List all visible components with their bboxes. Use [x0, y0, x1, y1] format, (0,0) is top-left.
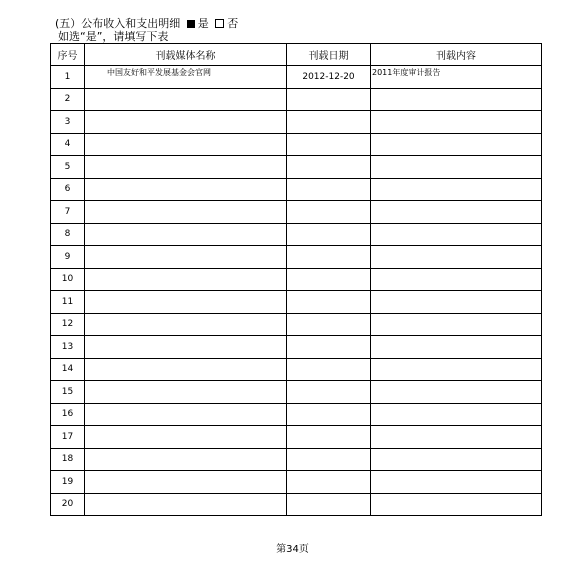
content-cell: 2011年度审计报告	[371, 66, 542, 89]
media-name-cell	[85, 403, 287, 426]
table-row	[51, 448, 542, 471]
media-name-cell	[85, 426, 287, 449]
date-cell	[287, 381, 371, 404]
content-cell	[371, 313, 542, 336]
row-number: 15	[51, 381, 85, 404]
date-cell	[287, 493, 371, 516]
table-row	[51, 358, 542, 381]
row-number: 5	[51, 156, 85, 179]
content-cell	[371, 88, 542, 111]
media-name-cell	[85, 448, 287, 471]
content-cell	[371, 426, 542, 449]
no-label: 否	[227, 17, 239, 30]
media-name-cell	[85, 223, 287, 246]
row-number: 20	[51, 493, 85, 516]
media-name-cell	[85, 336, 287, 359]
row-number: 3	[51, 111, 85, 134]
row-number: 9	[51, 246, 85, 269]
media-name-cell	[85, 246, 287, 269]
section-title: (五）公布收入和支出明细	[55, 17, 181, 30]
table-row	[51, 156, 542, 179]
date-cell	[287, 133, 371, 156]
table-row	[51, 403, 542, 426]
date-cell	[287, 358, 371, 381]
date-cell	[287, 448, 371, 471]
media-name-cell	[85, 111, 287, 134]
table-row	[51, 426, 542, 449]
date-cell	[287, 313, 371, 336]
table-row	[51, 268, 542, 291]
date-cell	[287, 156, 371, 179]
row-number: 1	[51, 66, 85, 89]
date-cell	[287, 178, 371, 201]
table-row	[51, 66, 542, 89]
table-row	[51, 111, 542, 134]
table-row	[51, 313, 542, 336]
row-number: 12	[51, 313, 85, 336]
table-row	[51, 336, 542, 359]
date-cell	[287, 291, 371, 314]
row-number: 6	[51, 178, 85, 201]
col-header-date: 刊载日期	[287, 44, 371, 66]
content-cell	[371, 291, 542, 314]
content-cell	[371, 268, 542, 291]
page-number: 第34页	[276, 544, 309, 555]
media-name-cell	[85, 178, 287, 201]
media-name-cell	[85, 133, 287, 156]
row-number: 8	[51, 223, 85, 246]
row-number: 19	[51, 471, 85, 494]
date-cell	[287, 268, 371, 291]
table-row	[51, 178, 542, 201]
col-header-content: 刊载内容	[371, 44, 542, 66]
row-number: 10	[51, 268, 85, 291]
media-name-cell	[85, 358, 287, 381]
content-cell	[371, 223, 542, 246]
content-cell	[371, 403, 542, 426]
section-header	[55, 17, 238, 43]
content-cell	[371, 336, 542, 359]
table-row	[51, 493, 542, 516]
content-cell	[371, 493, 542, 516]
content-cell	[371, 471, 542, 494]
section-title-line	[55, 17, 238, 30]
table-row	[51, 381, 542, 404]
row-number: 13	[51, 336, 85, 359]
content-cell	[371, 358, 542, 381]
date-cell	[287, 223, 371, 246]
content-cell	[371, 448, 542, 471]
date-cell: 2012-12-20	[287, 66, 371, 89]
content-cell	[371, 381, 542, 404]
row-number: 7	[51, 201, 85, 224]
row-number: 4	[51, 133, 85, 156]
col-header-media: 刊载媒体名称	[85, 44, 287, 66]
table-row	[51, 471, 542, 494]
media-name-cell	[85, 291, 287, 314]
yes-label: 是	[197, 17, 209, 30]
date-cell	[287, 403, 371, 426]
col-header-no: 序号	[51, 44, 85, 66]
row-number: 16	[51, 403, 85, 426]
media-name-cell	[85, 88, 287, 111]
date-cell	[287, 201, 371, 224]
date-cell	[287, 471, 371, 494]
media-name-cell	[85, 381, 287, 404]
date-cell	[287, 246, 371, 269]
date-cell	[287, 336, 371, 359]
row-number: 14	[51, 358, 85, 381]
table-row	[51, 246, 542, 269]
table-row	[51, 291, 542, 314]
content-cell	[371, 246, 542, 269]
media-name-cell	[85, 313, 287, 336]
media-name-cell	[85, 471, 287, 494]
row-number: 18	[51, 448, 85, 471]
row-number: 11	[51, 291, 85, 314]
content-cell	[371, 156, 542, 179]
instruction-text: 如选“是”，请填写下表	[58, 30, 169, 43]
media-name-cell	[85, 493, 287, 516]
content-cell	[371, 178, 542, 201]
media-name-cell	[85, 156, 287, 179]
media-name-cell	[85, 201, 287, 224]
date-cell	[287, 111, 371, 134]
table-row	[51, 88, 542, 111]
publication-table	[50, 43, 542, 516]
table-row	[51, 223, 542, 246]
content-cell	[371, 201, 542, 224]
yes-checkbox[interactable]	[187, 20, 195, 28]
row-number: 17	[51, 426, 85, 449]
table-header-row	[51, 44, 542, 66]
media-name-cell: 中国友好和平发展基金会官网	[85, 66, 287, 89]
table-row	[51, 133, 542, 156]
media-name-cell	[85, 268, 287, 291]
row-number: 2	[51, 88, 85, 111]
content-cell	[371, 111, 542, 134]
date-cell	[287, 88, 371, 111]
table-row	[51, 201, 542, 224]
date-cell	[287, 426, 371, 449]
content-cell	[371, 133, 542, 156]
no-checkbox[interactable]	[215, 19, 224, 28]
